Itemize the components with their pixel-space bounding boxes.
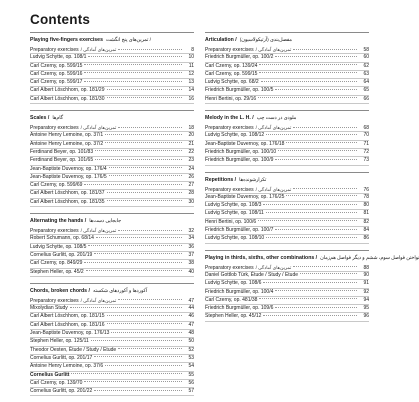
dot-leader bbox=[95, 150, 182, 151]
toc-entry-title: Friedrich Burgmüller, op. 100/2 bbox=[205, 54, 274, 61]
dot-leader bbox=[286, 142, 357, 143]
toc-entry-page: 60 bbox=[363, 54, 369, 61]
page-title: Contents bbox=[30, 12, 91, 27]
dot-leader bbox=[70, 307, 182, 308]
toc-entry[interactable] bbox=[30, 355, 194, 363]
dot-leader bbox=[275, 290, 357, 291]
toc-entry-page: 11 bbox=[188, 62, 194, 69]
toc-entry-title: Carl Albert Löschhorn, op. 181/29 bbox=[30, 87, 105, 94]
toc-entry[interactable] bbox=[30, 149, 194, 157]
dot-leader bbox=[88, 56, 182, 57]
toc-entry[interactable] bbox=[205, 79, 369, 87]
section-heading-persian: گام‌ها bbox=[52, 116, 64, 122]
toc-entry[interactable] bbox=[30, 190, 194, 198]
section-heading-persian: تمرین‌های پنج انگشت / bbox=[105, 38, 151, 43]
toc-entry-title: Carl Czerny, op. 599/15 bbox=[205, 70, 258, 77]
toc-entry-page: 48 bbox=[188, 330, 194, 337]
toc-entry[interactable] bbox=[205, 46, 369, 54]
dot-leader bbox=[107, 315, 183, 316]
dot-leader bbox=[86, 270, 182, 271]
dot-leader bbox=[259, 64, 357, 65]
section-heading-text: Scales / bbox=[30, 115, 50, 122]
toc-entry-page: 32 bbox=[188, 228, 194, 235]
dot-leader bbox=[286, 195, 357, 196]
toc-entry-page: 55 bbox=[188, 371, 194, 378]
toc-entry[interactable] bbox=[30, 260, 194, 268]
toc-entry[interactable] bbox=[30, 372, 194, 380]
dot-leader bbox=[258, 220, 357, 221]
toc-entry-page: 72 bbox=[363, 148, 369, 155]
toc-entry-title: Preparatory exercises bbox=[30, 228, 79, 235]
toc-entry-title: Carl Albert Löschhorn, op. 181/30 bbox=[30, 95, 105, 102]
toc-entry-persian: / تمرین‌های آمادگی bbox=[80, 125, 117, 131]
toc-entry[interactable] bbox=[30, 322, 194, 330]
section-heading-persian: تکرارشونده‌ها bbox=[239, 177, 267, 183]
toc-entry[interactable] bbox=[30, 157, 194, 165]
toc-entry-title: Preparatory exercises bbox=[30, 47, 79, 53]
dot-leader bbox=[94, 253, 182, 254]
toc-entry[interactable] bbox=[30, 87, 194, 95]
toc-entry-page: 37 bbox=[188, 251, 194, 258]
dot-leader bbox=[71, 373, 182, 374]
contents-section bbox=[205, 172, 369, 244]
toc-entry-page: 36 bbox=[188, 243, 194, 250]
toc-entry-title: Carl Czerny, op. 849/29 bbox=[30, 260, 83, 267]
dot-leader bbox=[118, 127, 182, 128]
section-heading-text: Repetitions / bbox=[205, 176, 237, 183]
toc-entry[interactable] bbox=[30, 227, 194, 235]
section-heading-persian: نواختن فواصل سوم، ششم و دیگر فواصل هم‌زمان bbox=[320, 255, 419, 261]
toc-entry[interactable] bbox=[30, 305, 194, 313]
dot-leader bbox=[118, 49, 182, 50]
dot-leader bbox=[263, 204, 357, 205]
toc-entry[interactable] bbox=[30, 71, 194, 79]
toc-entry[interactable] bbox=[205, 186, 369, 194]
section-heading-text: Articulation / bbox=[205, 37, 237, 43]
contents-section bbox=[30, 110, 194, 207]
dot-leader bbox=[107, 200, 183, 201]
dot-leader bbox=[266, 212, 357, 213]
toc-entry-title: Carl Czerny, op. 139/24 bbox=[205, 62, 258, 69]
toc-entry-title: Cornelius Gurlitt, op. 201/17 bbox=[30, 354, 93, 361]
toc-entry-page: 50 bbox=[188, 338, 194, 345]
toc-entry-title: Robert Schumann, op. 68/14 bbox=[30, 235, 94, 242]
toc-entry-title: Antoine Henry Lemoine, op. 37/1 bbox=[30, 132, 104, 139]
toc-entry-page: 18 bbox=[188, 125, 194, 132]
toc-entry-page: 63 bbox=[363, 70, 369, 77]
dot-leader bbox=[278, 150, 357, 151]
toc-entry-title: Carl Czerny, op. 481/38 bbox=[205, 296, 258, 303]
toc-entry[interactable] bbox=[30, 347, 194, 355]
toc-entry[interactable] bbox=[205, 54, 369, 62]
contents-column-left bbox=[30, 32, 194, 402]
toc-entry-page: 38 bbox=[188, 260, 194, 267]
toc-entry-persian: / تمرین‌های آمادگی bbox=[255, 264, 292, 270]
dot-leader bbox=[275, 229, 357, 230]
dot-leader bbox=[118, 348, 182, 349]
toc-entry-page: 20 bbox=[188, 132, 194, 139]
contents-section bbox=[205, 32, 369, 104]
toc-entry-page: 80 bbox=[363, 202, 369, 209]
toc-entry[interactable] bbox=[205, 264, 369, 272]
toc-entry-title: Carl Czerny, op. 599/69 bbox=[30, 182, 83, 189]
toc-entry[interactable] bbox=[30, 54, 194, 62]
dot-leader bbox=[118, 299, 182, 300]
toc-entry-page: 81 bbox=[363, 210, 369, 217]
toc-entry[interactable] bbox=[30, 313, 194, 321]
toc-entry[interactable] bbox=[205, 149, 369, 157]
toc-entry[interactable] bbox=[205, 297, 369, 305]
toc-entry[interactable] bbox=[30, 338, 194, 346]
toc-entry[interactable] bbox=[205, 141, 369, 149]
toc-entry[interactable] bbox=[30, 174, 194, 182]
toc-entry-title: Ludvig Schytte, op. 108/5 bbox=[30, 243, 87, 250]
toc-entry-persian: / تمرین‌های آمادگی bbox=[80, 47, 117, 52]
toc-entry-page: 8 bbox=[191, 47, 194, 53]
toc-entry[interactable] bbox=[30, 141, 194, 149]
toc-entry-page: 10 bbox=[188, 54, 194, 61]
toc-entry[interactable] bbox=[205, 305, 369, 313]
toc-entry-page: 26 bbox=[188, 173, 194, 180]
dot-leader bbox=[94, 390, 182, 391]
toc-entry[interactable] bbox=[30, 182, 194, 190]
toc-entry[interactable] bbox=[205, 227, 369, 235]
toc-entry-title: Henri Bertini, op. 29/16 bbox=[205, 95, 257, 102]
toc-entry[interactable] bbox=[205, 96, 369, 104]
toc-entry-page: 95 bbox=[363, 305, 369, 312]
dot-leader bbox=[266, 134, 357, 135]
toc-entry-page: 82 bbox=[363, 218, 369, 225]
toc-entry-title: Stephen Heller, op. 45/2 bbox=[30, 268, 84, 275]
toc-entry[interactable] bbox=[205, 202, 369, 210]
toc-entry-page: 62 bbox=[363, 62, 369, 69]
toc-entry[interactable] bbox=[205, 132, 369, 140]
toc-entry-title: Ferdinand Beyer, op. 101/83 bbox=[30, 148, 94, 155]
toc-entry[interactable] bbox=[30, 244, 194, 252]
dot-leader bbox=[84, 72, 182, 73]
toc-entry-title: Carl Albert Löschhorn, op. 181/35 bbox=[30, 198, 105, 205]
toc-entry[interactable] bbox=[30, 199, 194, 207]
toc-entry-title: Cornelius Gurlitt, op. 201/19 bbox=[30, 251, 93, 258]
toc-entry-title: Ludvig Schytte, op. 108/12 bbox=[205, 132, 265, 139]
toc-entry-page: 70 bbox=[363, 132, 369, 139]
toc-entry-page: 16 bbox=[188, 95, 194, 102]
section-heading bbox=[30, 32, 194, 45]
toc-entry[interactable] bbox=[30, 124, 194, 132]
contents-column-right bbox=[205, 32, 419, 328]
toc-entry-title: Friedrich Burgmüller, op. 100/4 bbox=[205, 288, 274, 295]
toc-entry-title: Ludvig Schytte, op. 68/2 bbox=[205, 79, 259, 86]
toc-entry[interactable] bbox=[205, 289, 369, 297]
toc-entry-page: 68 bbox=[363, 125, 369, 132]
toc-entry-title: Carl Czerny, op. 139/70 bbox=[30, 379, 83, 386]
toc-entry[interactable] bbox=[205, 235, 369, 243]
dot-leader bbox=[109, 175, 182, 176]
toc-entry[interactable] bbox=[205, 219, 369, 227]
dot-leader bbox=[263, 282, 357, 283]
toc-entry-title: Friedrich Burgmüller, op. 100/10 bbox=[205, 148, 277, 155]
section-heading bbox=[205, 32, 369, 45]
toc-entry-title: Ludvig Schytte, op. 108/11 bbox=[205, 210, 264, 217]
toc-entry-page: 76 bbox=[363, 186, 369, 193]
dot-leader bbox=[261, 81, 357, 82]
contents-section bbox=[30, 283, 194, 397]
toc-entry-title: Preparatory exercises bbox=[205, 186, 254, 193]
toc-entry-page: 34 bbox=[188, 235, 194, 242]
toc-entry[interactable] bbox=[205, 280, 369, 288]
toc-entry-page: 52 bbox=[188, 346, 194, 353]
toc-entry[interactable] bbox=[30, 330, 194, 338]
toc-entry[interactable] bbox=[205, 124, 369, 132]
dot-leader bbox=[266, 237, 357, 238]
section-heading-text: Playing in thirds, sixths, other combinations / bbox=[205, 254, 318, 261]
section-heading bbox=[205, 250, 419, 263]
dot-leader bbox=[293, 49, 357, 50]
dot-leader bbox=[293, 188, 357, 189]
dot-leader bbox=[111, 332, 182, 333]
toc-entry-page: 73 bbox=[363, 157, 369, 164]
section-heading-persian: جابجایی دست‌ها bbox=[89, 219, 122, 225]
toc-entry-page: 22 bbox=[188, 148, 194, 155]
dot-leader bbox=[118, 230, 182, 231]
toc-entry-persian: / تمرین‌های آمادگی bbox=[255, 125, 292, 131]
toc-entry-page: 44 bbox=[188, 305, 194, 312]
toc-entry-persian: / تمرین‌های آمادگی bbox=[80, 297, 117, 303]
section-heading bbox=[30, 213, 194, 226]
toc-entry-page: 92 bbox=[363, 288, 369, 295]
toc-entry-title: Jean-Baptiste Duvernoy, op. 176/5 bbox=[30, 173, 107, 180]
toc-entry[interactable] bbox=[205, 272, 369, 280]
toc-entry-page: 64 bbox=[363, 79, 369, 86]
toc-entry-page: 96 bbox=[363, 313, 369, 320]
toc-entry-page: 27 bbox=[188, 182, 194, 189]
dot-leader bbox=[107, 323, 183, 324]
section-heading-text: Playing five-fingers exercises bbox=[30, 37, 103, 43]
toc-entry-page: 30 bbox=[188, 198, 194, 205]
toc-entry-title: Friedrich Burgmüller, op. 100/9 bbox=[205, 157, 274, 164]
toc-entry-title: Antoine Henry Lemoine, op. 37/2 bbox=[30, 140, 104, 147]
dot-leader bbox=[107, 97, 183, 98]
toc-entry-page: 91 bbox=[363, 280, 369, 287]
dot-leader bbox=[94, 356, 182, 357]
toc-entry-title: Preparatory exercises bbox=[30, 297, 79, 304]
dot-leader bbox=[95, 159, 182, 160]
contents-section bbox=[30, 32, 194, 104]
dot-leader bbox=[105, 142, 182, 143]
toc-entry[interactable] bbox=[30, 96, 194, 104]
toc-entry-title: Friedrich Burgmüller, op. 100/5 bbox=[205, 87, 274, 94]
dot-leader bbox=[84, 381, 182, 382]
toc-entry-title: Daniel Gottlob Türk, Étude / Study / Etude bbox=[205, 271, 299, 278]
toc-entry-title: Preparatory exercises bbox=[205, 264, 254, 271]
dot-leader bbox=[109, 167, 182, 168]
toc-entry-page: 28 bbox=[188, 190, 194, 197]
toc-entry-page: 66 bbox=[363, 95, 369, 102]
section-heading-persian: مفصل‌بندی (آرتیکولاسیون) bbox=[239, 38, 292, 43]
toc-entry[interactable] bbox=[205, 210, 369, 218]
toc-entry-title: Ludvig Schytte, op. 108/6 bbox=[205, 280, 262, 287]
toc-entry[interactable] bbox=[30, 363, 194, 371]
toc-entry-title: Carl Albert Löschhorn, op. 181/37 bbox=[30, 190, 105, 197]
toc-entry-title: Jean-Baptiste Duvernoy, op. 176/25 bbox=[205, 193, 285, 200]
dot-leader bbox=[107, 89, 183, 90]
dot-leader bbox=[91, 340, 182, 341]
dot-leader bbox=[300, 273, 357, 274]
toc-entry-page: 23 bbox=[188, 157, 194, 164]
section-heading bbox=[205, 110, 369, 123]
contents-section bbox=[205, 110, 369, 165]
toc-entry[interactable] bbox=[30, 297, 194, 305]
dot-leader bbox=[293, 127, 357, 128]
section-heading-text: Melody in the L. H. / bbox=[205, 115, 254, 122]
toc-entry-title: Carl Czerny, op. 599/17 bbox=[30, 79, 83, 86]
toc-entry-page: 57 bbox=[188, 388, 194, 395]
toc-entry-page: 46 bbox=[188, 313, 194, 320]
section-heading bbox=[30, 283, 194, 296]
toc-entry-title: Stephen Heller, op. 125/11 bbox=[30, 338, 89, 345]
toc-entry-page: 65 bbox=[363, 87, 369, 94]
toc-entry-page: 12 bbox=[188, 70, 194, 77]
dot-leader bbox=[258, 97, 357, 98]
dot-leader bbox=[84, 262, 182, 263]
dot-leader bbox=[259, 298, 357, 299]
toc-entry-page: 78 bbox=[363, 193, 369, 200]
toc-entry-page: 24 bbox=[188, 165, 194, 172]
dot-leader bbox=[275, 307, 357, 308]
dot-leader bbox=[275, 56, 357, 57]
toc-entry-title: Cornelius Gurlitt bbox=[30, 371, 70, 378]
toc-entry-persian: / تمرین‌های آمادگی bbox=[80, 228, 117, 234]
toc-entry[interactable] bbox=[30, 166, 194, 174]
section-heading-persian: ملودی در دست چپ bbox=[256, 116, 297, 122]
toc-entry-page: 86 bbox=[363, 235, 369, 242]
toc-entry-page: 47 bbox=[188, 321, 194, 328]
dot-leader bbox=[105, 134, 182, 135]
toc-entry-title: Friedrich Burgmüller, op. 109/6 bbox=[205, 305, 274, 312]
toc-entry-title: Ludvig Schytte, op. 108/1 bbox=[30, 54, 87, 61]
toc-entry[interactable] bbox=[30, 380, 194, 388]
toc-entry-title: Preparatory exercises bbox=[205, 125, 254, 132]
dot-leader bbox=[84, 81, 182, 82]
toc-entry-title: Ferdinand Beyer, op. 101/65 bbox=[30, 157, 94, 164]
toc-entry-title: Preparatory exercises bbox=[205, 47, 254, 53]
toc-entry-title: Mixolydian Study bbox=[30, 305, 68, 312]
toc-entry-page: 53 bbox=[188, 354, 194, 361]
section-heading-text: Alternating the hands / bbox=[30, 218, 87, 225]
toc-entry[interactable] bbox=[30, 132, 194, 140]
toc-entry[interactable] bbox=[30, 235, 194, 243]
section-heading-text: Chords, broken chords / bbox=[30, 287, 90, 294]
dot-leader bbox=[275, 89, 357, 90]
dot-leader bbox=[88, 245, 182, 246]
toc-entry-title: Jean-Baptiste Duvernoy, op. 176/4 bbox=[30, 165, 107, 172]
toc-entry-page: 58 bbox=[363, 47, 369, 53]
toc-entry-page: 54 bbox=[188, 363, 194, 370]
dot-leader bbox=[293, 266, 357, 267]
contents-section bbox=[205, 250, 419, 322]
toc-entry-title: Ludvig Schytte, op. 108/10 bbox=[205, 235, 265, 242]
toc-entry[interactable] bbox=[205, 313, 369, 321]
dot-leader bbox=[96, 237, 182, 238]
toc-entry-page: 21 bbox=[188, 140, 194, 147]
toc-entry[interactable] bbox=[30, 252, 194, 260]
toc-entry-title: Ludvig Schytte, op. 108/3 bbox=[205, 202, 262, 209]
toc-entry-title: Preparatory exercises bbox=[30, 125, 79, 132]
toc-entry-page: 14 bbox=[188, 87, 194, 94]
toc-entry-title: Stephen Heller, op. 45/12 bbox=[205, 313, 262, 320]
toc-entry-page: 90 bbox=[363, 271, 369, 278]
toc-entry-title: Carl Albert Löschhorn, op. 181/16 bbox=[30, 321, 105, 328]
toc-entry-title: Jean-Baptiste Duvernoy, op. 176/18 bbox=[205, 140, 285, 147]
toc-entry-page: 88 bbox=[363, 264, 369, 271]
toc-entry-title: Friedrich Burgmüller, op. 100/7 bbox=[205, 227, 274, 234]
toc-entry[interactable] bbox=[205, 63, 369, 71]
toc-entry[interactable] bbox=[30, 79, 194, 87]
dot-leader bbox=[259, 72, 357, 73]
toc-entry-page: 56 bbox=[188, 379, 194, 386]
toc-entry-persian: / تمرین‌های آمادگی bbox=[255, 186, 292, 192]
toc-entry-title: Jean-Baptiste Duvernoy, op. 176/13 bbox=[30, 330, 110, 337]
toc-entry[interactable] bbox=[30, 388, 194, 396]
toc-entry-persian: / تمرین‌های آمادگی bbox=[255, 47, 292, 52]
toc-entry-page: 13 bbox=[188, 79, 194, 86]
dot-leader bbox=[107, 192, 183, 193]
toc-entry-title: Carl Czerny, op. 599/15 bbox=[30, 62, 83, 69]
contents-section bbox=[30, 213, 194, 277]
toc-entry-page: 47 bbox=[188, 297, 194, 304]
toc-entry-title: Carl Czerny, op. 599/16 bbox=[30, 70, 83, 77]
section-heading bbox=[30, 110, 194, 123]
toc-entry-page: 40 bbox=[188, 268, 194, 275]
dot-leader bbox=[105, 365, 182, 366]
toc-entry-page: 94 bbox=[363, 296, 369, 303]
toc-entry-page: 71 bbox=[363, 140, 369, 147]
dot-leader bbox=[263, 315, 357, 316]
toc-entry-title: Theodor Oesten, Étude / Study / Etude bbox=[30, 346, 117, 353]
toc-entry[interactable] bbox=[205, 157, 369, 165]
toc-entry[interactable] bbox=[205, 87, 369, 95]
dot-leader bbox=[275, 159, 357, 160]
toc-entry[interactable] bbox=[205, 71, 369, 79]
section-heading bbox=[205, 172, 369, 185]
toc-entry[interactable] bbox=[30, 63, 194, 71]
dot-leader bbox=[84, 64, 182, 65]
dot-leader bbox=[84, 184, 182, 185]
toc-entry-page: 84 bbox=[363, 227, 369, 234]
section-heading-persian: آکوردها و آکوردهای شکسته bbox=[92, 288, 148, 294]
toc-entry-title: Antoine Henry Lemoine, op. 37/6 bbox=[30, 363, 104, 370]
toc-entry[interactable] bbox=[205, 194, 369, 202]
toc-entry[interactable] bbox=[30, 269, 194, 277]
toc-entry[interactable] bbox=[30, 46, 194, 54]
toc-entry-title: Cornelius Gurlitt, op. 201/22 bbox=[30, 388, 93, 395]
toc-entry-title: Henri Bertini, op. 100/6 bbox=[205, 218, 257, 225]
toc-entry-title: Carl Albert Löschhorn, op. 181/15 bbox=[30, 313, 105, 320]
